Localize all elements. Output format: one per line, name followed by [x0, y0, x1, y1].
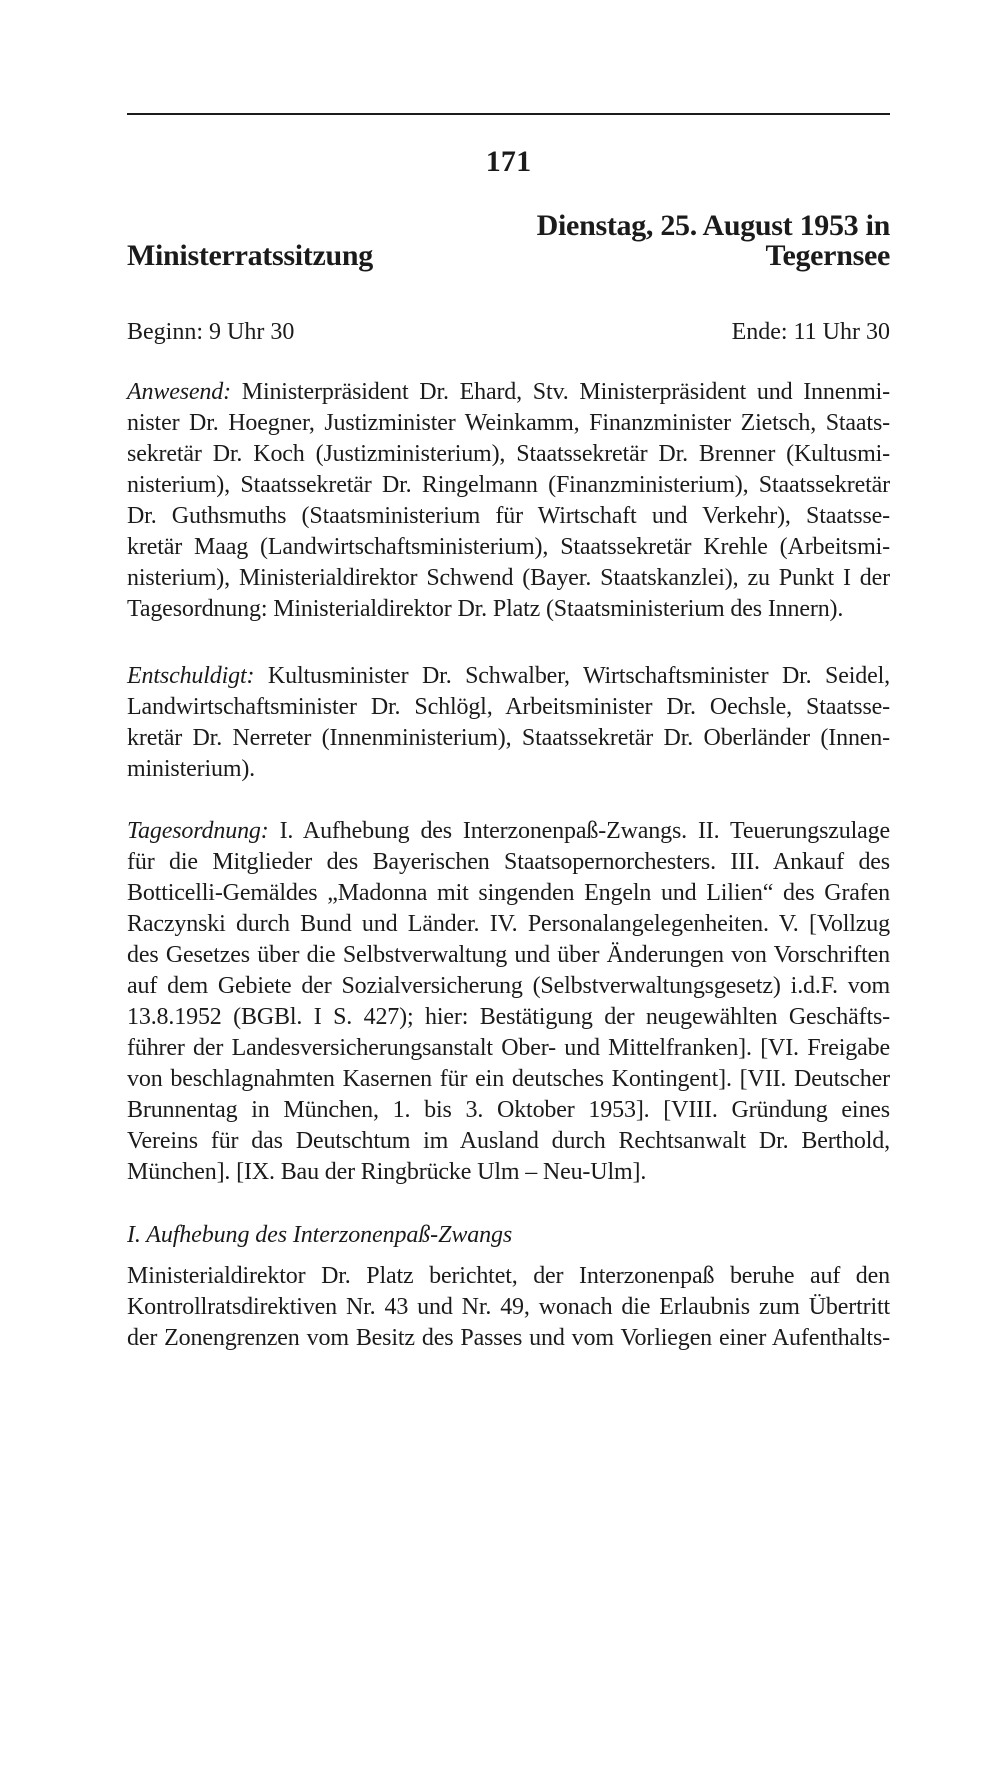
text-line	[127, 661, 890, 692]
session-location: Tegernsee	[765, 239, 890, 272]
lead-word-anwesend: Anwesend:	[127, 379, 231, 405]
text-line: für die Mitglieder des Bayerischen Staatsopernorchesters. III. Ankauf des	[127, 849, 890, 875]
paragraph-lines	[127, 692, 890, 785]
lead-word-entschuldigt: Entschuldigt:	[127, 663, 255, 689]
paragraph-tagesordnung	[127, 816, 890, 1188]
section-heading: I. Aufhebung des Interzonenpaß-Zwangs	[127, 1222, 513, 1248]
text-line: auf dem Gebiete der Sozialversicherung (Selbstverwaltungsgesetz) i.d.F. vom	[127, 973, 890, 999]
text-line: Vereins für das Deutschtum im Ausland durch Rechtsanwalt Dr. Berthold,	[127, 1128, 890, 1154]
text-line: kretär Dr. Nerreter (Innenministerium), Staatssekretär Dr. Oberländer (Innen-	[127, 725, 890, 751]
session-begin: Beginn: 9 Uhr 30	[127, 319, 295, 345]
text-line: sekretär Dr. Koch (Justizministerium), Staatssekretär Dr. Brenner (Kultusmi-	[127, 441, 890, 467]
paragraph-lines	[127, 847, 890, 1188]
text-line: des Gesetzes über die Selbstverwaltung und über Änderungen von Vorschriften	[127, 942, 890, 968]
paragraph-section-body	[127, 1261, 890, 1354]
line-text: Kultusminister Dr. Schwalber, Wirtschaftsminister Dr. Seidel,	[267, 663, 890, 689]
session-header	[127, 211, 890, 271]
lead-word-tagesordnung: Tagesordnung:	[127, 818, 269, 844]
session-end: Ende: 11 Uhr 30	[731, 319, 890, 345]
paragraph-lines	[127, 1261, 890, 1354]
text-line: kretär Maag (Landwirtschaftsministerium), Staatssekretär Krehle (Arbeitsmi-	[127, 534, 890, 560]
paragraph-lines	[127, 408, 890, 625]
page-number: 171	[485, 145, 532, 178]
text-line: Raczynski durch Bund und Länder. IV. Personalangelegenheiten. V. [Vollzug	[127, 911, 890, 937]
text-line: Dr. Guthsmuths (Staatsministerium für Wirtschaft und Verkehr), Staatsse-	[127, 503, 890, 529]
scanned-document-page	[0, 113, 1000, 1779]
paragraph-anwesend	[127, 377, 890, 625]
text-line	[127, 816, 890, 847]
text-line: nisterium), Ministerialdirektor Schwend (Bayer. Staatskanzlei), zu Punkt I der	[127, 565, 890, 591]
text-line: Botticelli-Gemäldes „Madonna mit singenden Engeln und Lilien“ des Grafen	[127, 880, 890, 906]
paragraph-entschuldigt	[127, 661, 890, 785]
text-line	[127, 377, 890, 408]
page-content	[127, 113, 890, 1354]
session-title-row	[127, 241, 890, 271]
text-line: Brunnentag in München, 1. bis 3. Oktober 1953]. [VIII. Gründung eines	[127, 1097, 890, 1123]
text-line: der Zonengrenzen vom Besitz des Passes und vom Vorliegen einer Aufenthalts-	[127, 1325, 890, 1351]
session-times	[127, 317, 890, 347]
session-date: Dienstag, 25. August 1953 in	[536, 209, 890, 242]
text-line: Ministerialdirektor Dr. Platz berichtet, der Interzonenpaß beruhe auf den	[127, 1263, 890, 1289]
text-line: nisterium), Staatssekretär Dr. Ringelmann (Finanzministerium), Staatssekretär	[127, 472, 890, 498]
line-text: Ministerpräsident Dr. Ehard, Stv. Ministerpräsident und Innenmi-	[241, 379, 890, 405]
text-line: von beschlagnahmten Kasernen für ein deutsches Kontingent]. [VII. Deutscher	[127, 1066, 890, 1092]
text-line: München]. [IX. Bau der Ringbrücke Ulm – Neu-Ulm].	[127, 1159, 647, 1185]
line-text: I. Aufhebung des Interzonenpaß-Zwangs. II. Teuerungszulage	[279, 818, 890, 844]
text-line: ministerium).	[127, 756, 256, 782]
text-line: führer der Landesversicherungsanstalt Ober- und Mittelfranken]. [VI. Freigabe	[127, 1035, 890, 1061]
text-line: 13.8.1952 (BGBl. I S. 427); hier: Bestätigung der neugewählten Geschäfts-	[127, 1004, 890, 1030]
text-line: Kontrollratsdirektiven Nr. 43 und Nr. 49, wonach die Erlaubnis zum Übertritt	[127, 1294, 890, 1320]
text-line: nister Dr. Hoegner, Justizminister Weinkamm, Finanzminister Zietsch, Staats-	[127, 410, 890, 436]
text-line: Landwirtschaftsminister Dr. Schlögl, Arbeitsminister Dr. Oechsle, Staatsse-	[127, 694, 890, 720]
text-line: Tagesordnung: Ministerialdirektor Dr. Platz (Staatsministerium des Innern).	[127, 596, 844, 622]
top-rule	[127, 113, 890, 115]
session-title: Ministerratssitzung	[127, 239, 373, 272]
